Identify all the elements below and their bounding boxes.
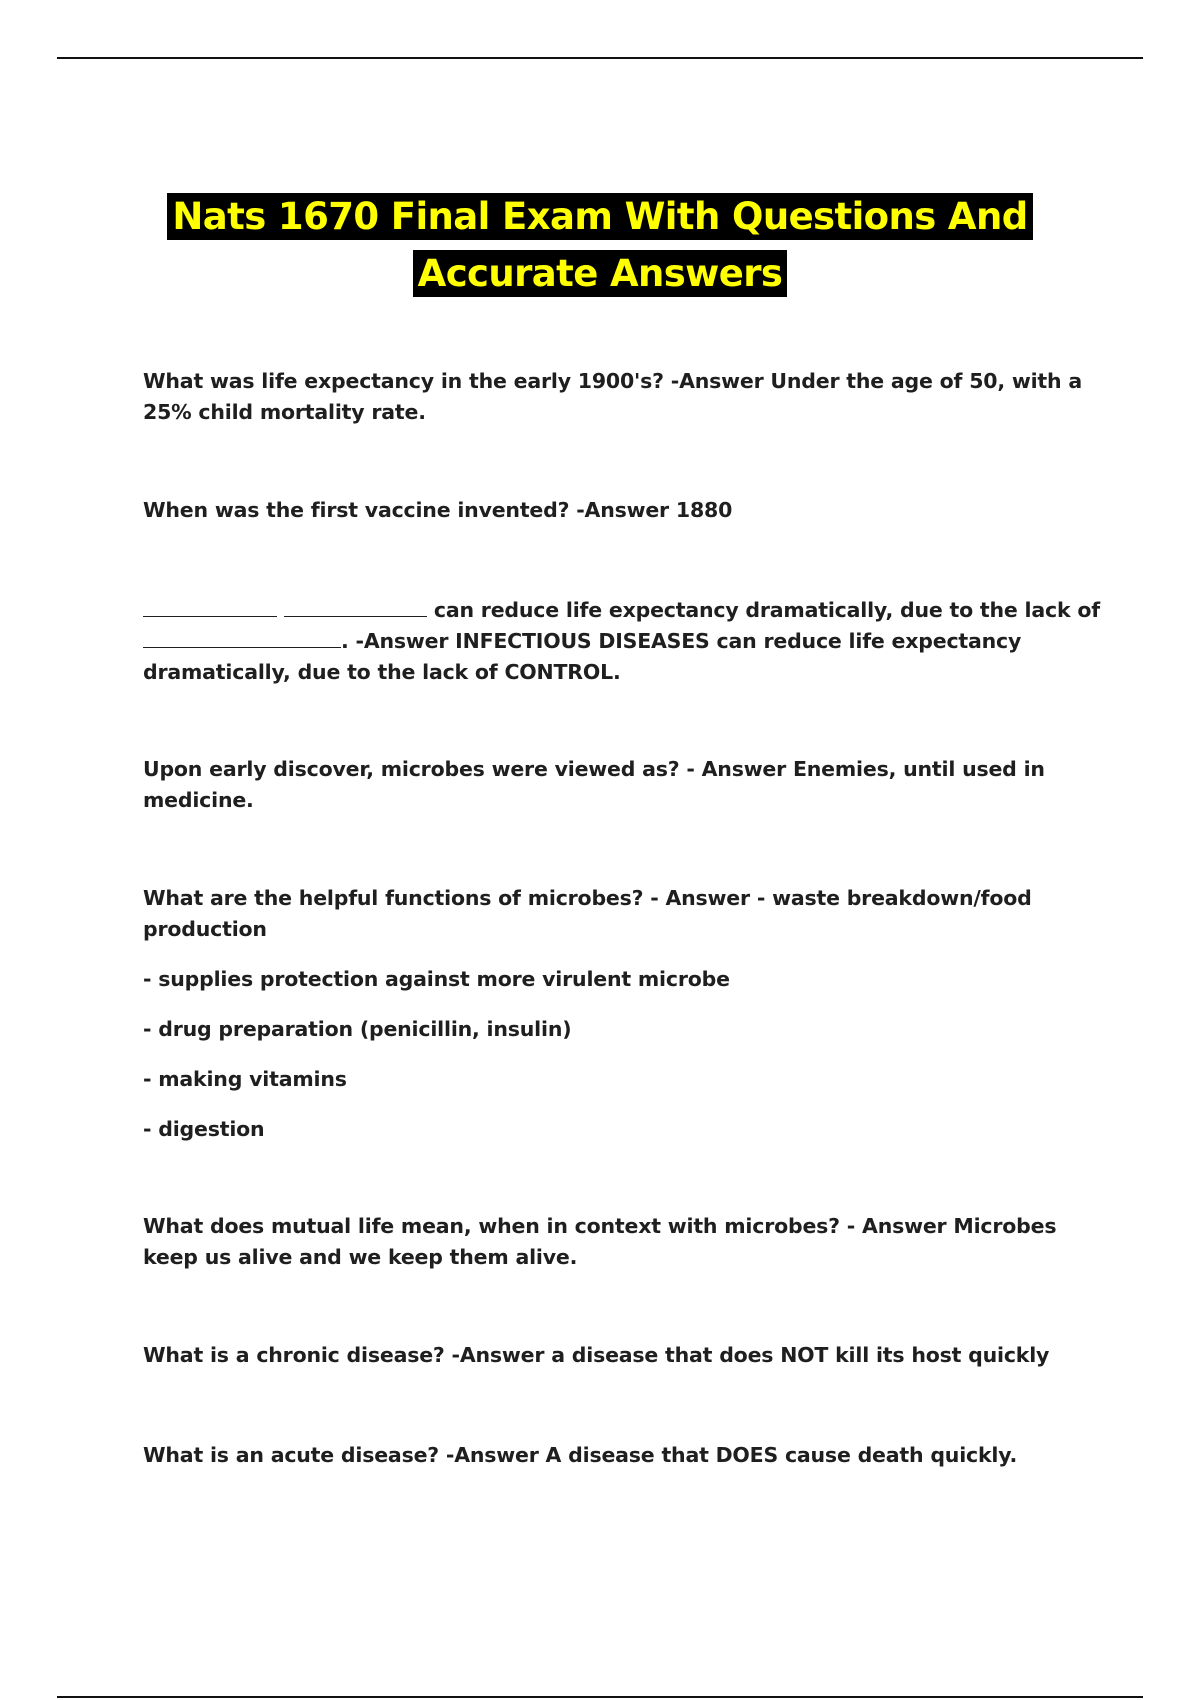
qa-text: What was life expectancy in the early 1900's? -Answer Under the age of 50, with a 25% child mortality rate. — [143, 369, 1082, 424]
qa-item-7 — [143, 1340, 1103, 1371]
qa-item-8 — [143, 1440, 1103, 1471]
qa-text: What are the helpful functions of microbes? - Answer - waste breakdown/food production — [143, 886, 1032, 941]
title-line-2: Accurate Answers — [413, 250, 788, 297]
qa-item-3 — [143, 595, 1103, 688]
qa-text: What is a chronic disease? -Answer a disease that does NOT kill its host quickly — [143, 1343, 1050, 1367]
list-item: - drug preparation (penicillin, insulin) — [143, 1017, 572, 1041]
qa-text-part: can reduce life expectancy dramatically, due to the lack of — [426, 598, 1100, 622]
top-rule — [57, 57, 1143, 59]
qa-item-1 — [143, 366, 1103, 428]
qa-item-4 — [143, 754, 1103, 816]
qa-item-6 — [143, 1211, 1103, 1273]
list-item: - making vitamins — [143, 1067, 347, 1091]
bottom-rule — [57, 1696, 1143, 1698]
qa-item-2 — [143, 495, 1103, 526]
title-line-1: Nats 1670 Final Exam With Questions And — [167, 193, 1032, 240]
fill-in-blank — [143, 629, 341, 648]
qa-text-part: . -Answer INFECTIOUS DISEASES can reduce life expectancy dramatically, due to the lack of CONTROL. — [143, 629, 1022, 684]
qa-text — [143, 595, 1103, 688]
qa-text: What is an acute disease? -Answer A disease that DOES cause death quickly. — [143, 1443, 1018, 1467]
bullet-list — [143, 964, 1103, 1145]
document-title — [60, 193, 1140, 307]
fill-in-blank — [143, 598, 277, 617]
fill-in-blank — [284, 598, 427, 617]
qa-text: When was the first vaccine invented? -Answer 1880 — [143, 498, 733, 522]
list-item: - supplies protection against more virulent microbe — [143, 967, 730, 991]
qa-text: What does mutual life mean, when in context with microbes? - Answer Microbes keep us alive and we keep them alive. — [143, 1214, 1057, 1269]
qa-item-5 — [143, 883, 1103, 1145]
qa-text: Upon early discover, microbes were viewed as? - Answer Enemies, until used in medicine. — [143, 757, 1045, 812]
list-item: - digestion — [143, 1117, 265, 1141]
